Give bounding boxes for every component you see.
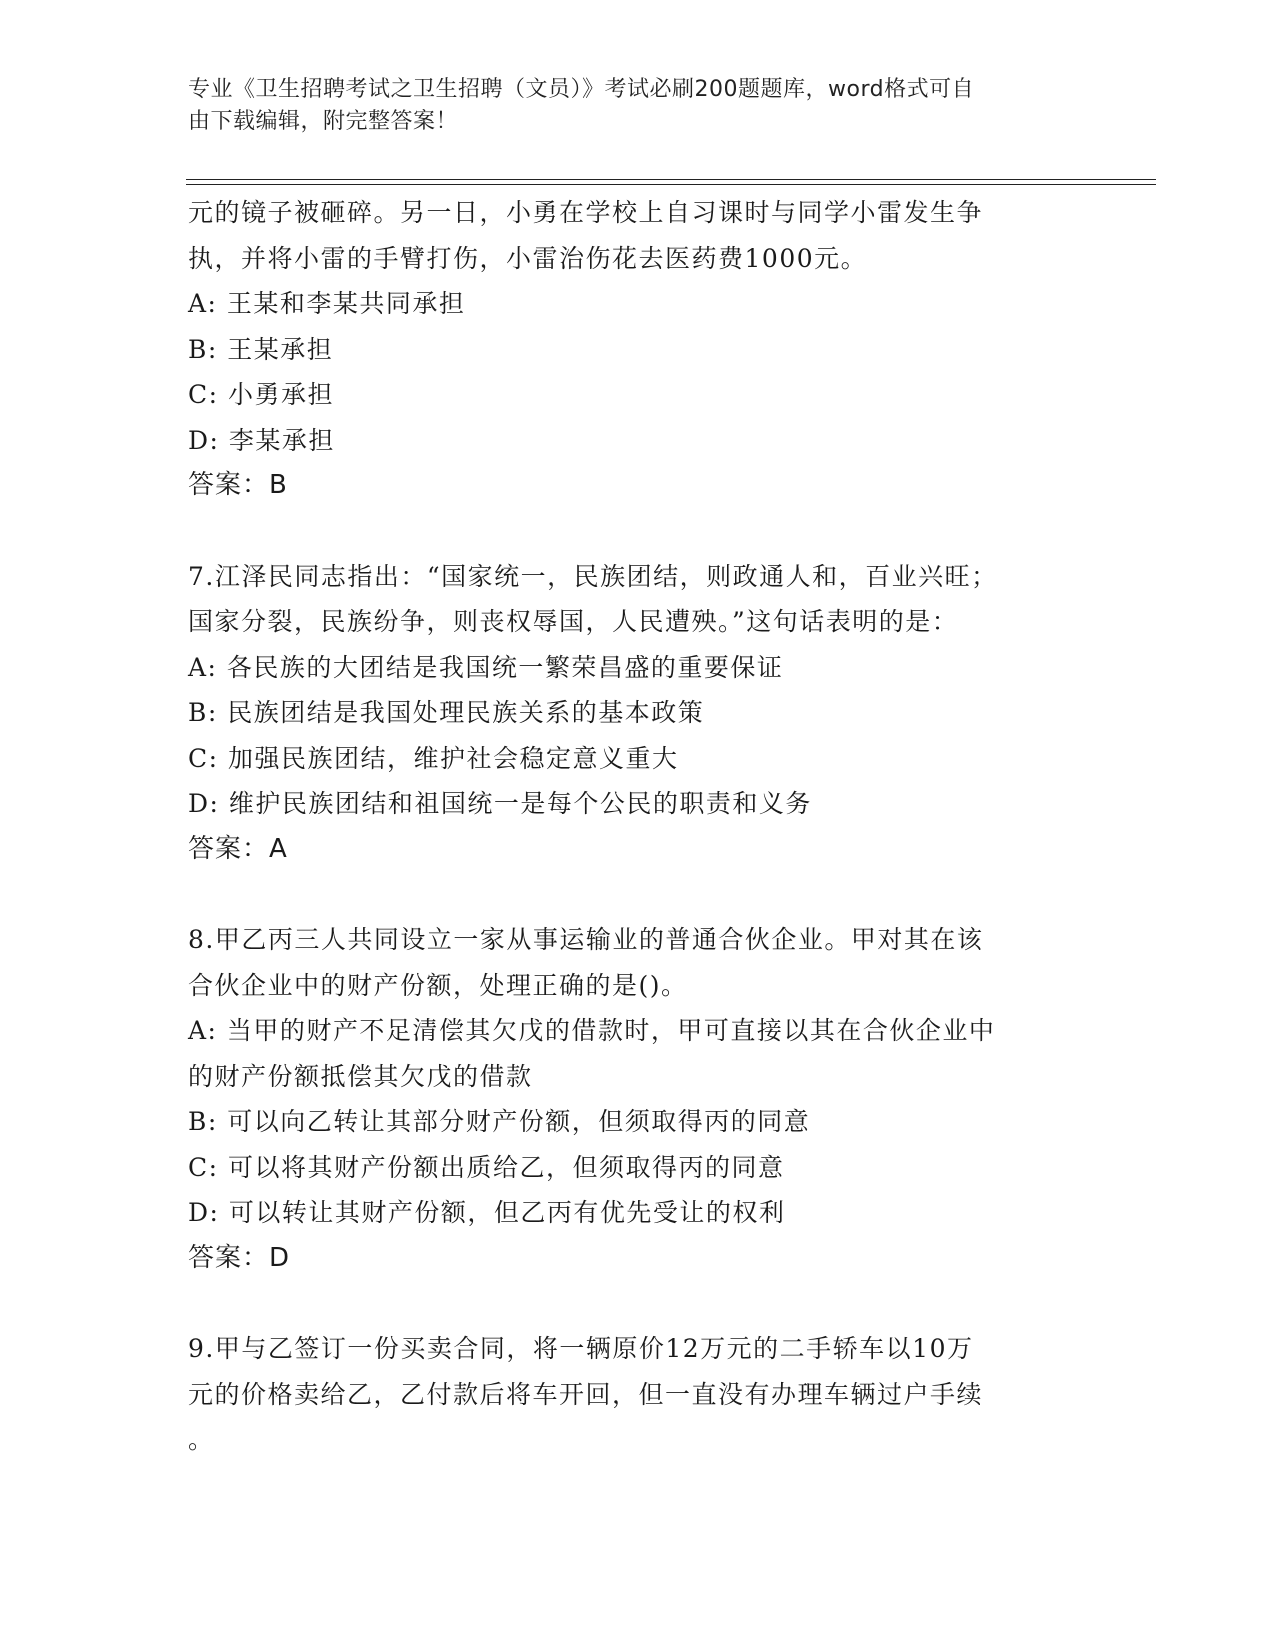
question-8-option-b: B: 可以向乙转让其部分财产份额，但须取得丙的同意 xyxy=(188,1107,811,1136)
question-7-option-d: D: 维护民族团结和祖国统一是每个公民的职责和义务 xyxy=(188,789,812,818)
document-body xyxy=(188,190,1088,1463)
spacer xyxy=(188,509,1088,554)
question-8-stem-line1: 8.甲乙丙三人共同设立一家从事运输业的普通合伙企业。甲对其在该 xyxy=(188,925,984,954)
question-9-stem-line3: 。 xyxy=(188,1425,215,1454)
document-header xyxy=(188,74,1068,138)
question-8 xyxy=(188,917,1088,1281)
question-7-option-b: B: 民族团结是我国处理民族关系的基本政策 xyxy=(188,698,705,727)
header-divider-top xyxy=(186,179,1156,180)
question-8-option-d: D: 可以转让其财产份额，但乙丙有优先受让的权利 xyxy=(188,1198,786,1227)
question-8-stem-line2: 合伙企业中的财产份额，处理正确的是()。 xyxy=(188,970,688,1000)
header-title-line2: 由下载编辑，附完整答案！ xyxy=(188,109,459,134)
question-7-answer: 答案：A xyxy=(188,833,288,864)
question-7-stem-line1: 7.江泽民同志指出：“国家统一，民族团结，则政通人和，百业兴旺； xyxy=(188,561,998,591)
question-7-option-a: A: 各民族的大团结是我国统一繁荣昌盛的重要保证 xyxy=(188,652,784,682)
spacer xyxy=(188,1281,1088,1326)
question-9-stem-line1: 9.甲与乙签订一份买卖合同，将一辆原价12万元的二手轿车以10万 xyxy=(188,1334,974,1363)
question-7 xyxy=(188,554,1088,873)
header-title-line1: 专业《卫生招聘考试之卫生招聘（文员）》考试必刷200题题库，word格式可自 xyxy=(188,77,975,102)
question-8-answer: 答案：D xyxy=(188,1242,291,1273)
header-divider-bottom xyxy=(186,184,1156,185)
question-9 xyxy=(188,1326,1088,1463)
question-6-text-line2: 执，并将小雷的手臂打伤，小雷治伤花去医药费1000元。 xyxy=(188,243,868,273)
question-6-option-d: D: 李某承担 xyxy=(188,425,335,455)
question-6-text-line1: 元的镜子被砸碎。另一日，小勇在学校上自习课时与同学小雷发生争 xyxy=(188,198,984,227)
question-7-stem-line2: 国家分裂，民族纷争，则丧权辱国，人民遭殃。”这句话表明的是： xyxy=(188,607,959,636)
question-6-answer: 答案：B xyxy=(188,470,288,500)
question-6-continued xyxy=(188,190,1088,509)
question-6-option-c: C: 小勇承担 xyxy=(188,380,334,409)
spacer xyxy=(188,872,1088,917)
question-8-option-c: C: 可以将其财产份额出质给乙，但须取得丙的同意 xyxy=(188,1152,785,1182)
question-9-stem-line2: 元的价格卖给乙，乙付款后将车开回，但一直没有办理车辆过户手续 xyxy=(188,1379,984,1409)
question-8-option-a-line2: 的财产份额抵偿其欠戊的借款 xyxy=(188,1061,533,1091)
question-8-option-a-line1: A: 当甲的财产不足清偿其欠戊的借款时，甲可直接以其在合伙企业中 xyxy=(188,1016,996,1045)
question-7-option-c: C: 加强民族团结，维护社会稳定意义重大 xyxy=(188,743,679,773)
question-6-option-a: A: 王某和李某共同承担 xyxy=(188,289,466,318)
question-6-option-b: B: 王某承担 xyxy=(188,334,334,364)
